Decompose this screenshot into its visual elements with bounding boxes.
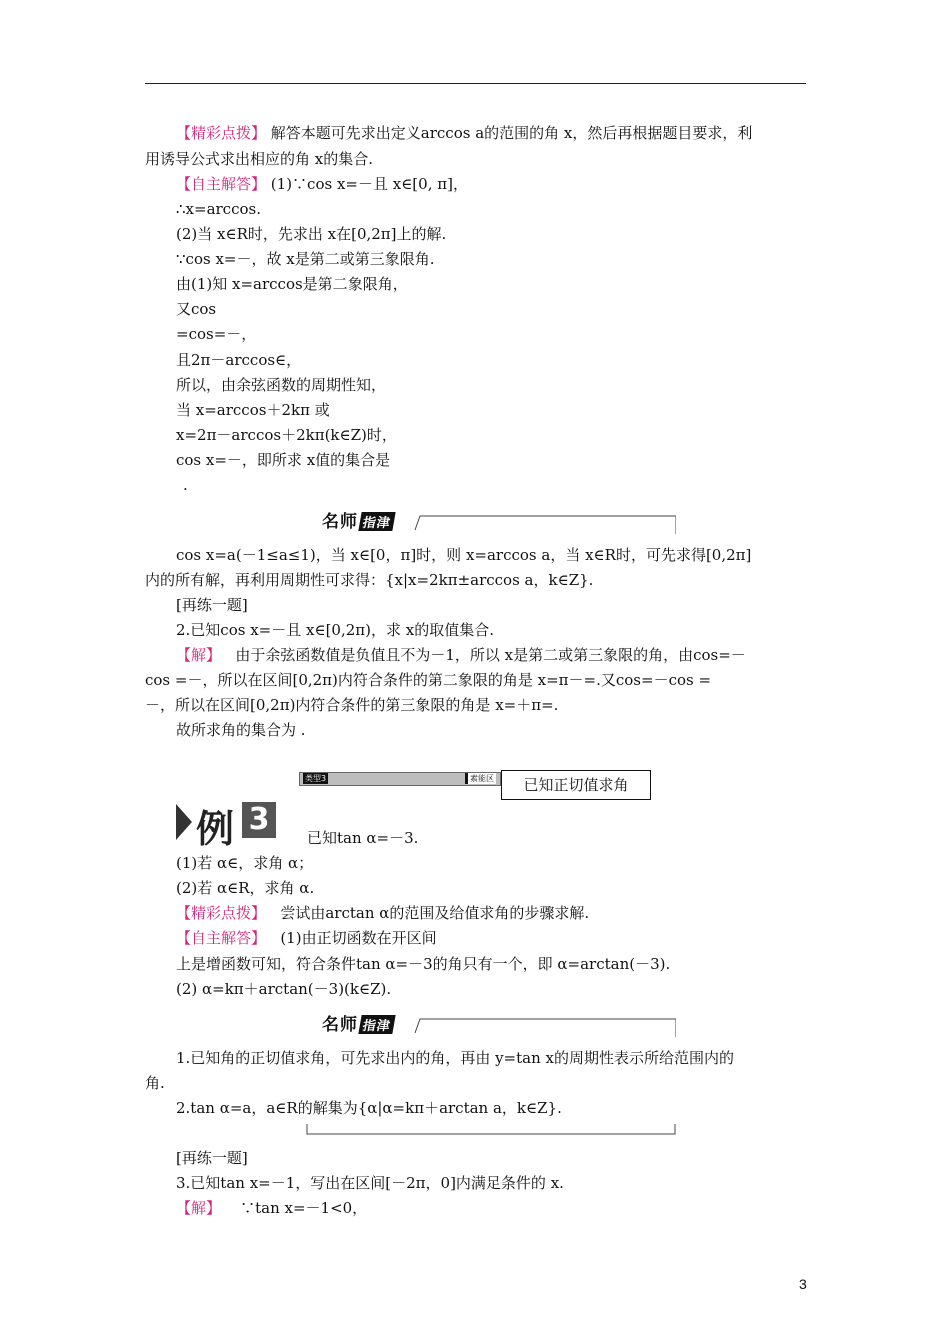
text-line: 又cos <box>176 300 217 318</box>
text-line: 2.tan α=a，a∈R的解集为{α|α=kπ＋arctan a，k∈Z}. <box>176 1099 562 1117</box>
text-line: 角. <box>145 1074 165 1092</box>
text-line: 且2π－arccos∈， <box>176 351 302 369</box>
text-line: 1.已知角的正切值求角，可先求出内的角，再由 y=tan x的周期性表示所给范围内的 <box>176 1049 734 1067</box>
solution-label: 【自主解答】 <box>176 929 267 947</box>
banner-title: 名师 指津 <box>322 507 394 532</box>
text-line: cos x=－，即所求 x值的集合是 <box>176 451 391 469</box>
text-line: (2)若 α∈R，求角 α. <box>176 879 315 897</box>
example-word: 例 <box>196 807 235 851</box>
page-number: 3 <box>799 1276 807 1292</box>
text-line: 已知tan α=－3. <box>307 829 419 847</box>
text-line: 当 x=arccos＋2kπ 或 <box>176 401 330 419</box>
type-badge-right: 素能区 <box>465 773 496 784</box>
text-line: ∴x=arccos. <box>176 200 261 218</box>
answer-label: 【解】 <box>176 1199 222 1217</box>
text-line: (2)当 x∈R时，先求出 x在[0,2π]上的解. <box>176 225 447 243</box>
text-line: 所以，由余弦函数的周期性知， <box>176 376 387 394</box>
answer-label: 【解】 <box>176 646 222 664</box>
text-line: ∵cos x=－，故 x是第二或第三象限角. <box>176 250 435 268</box>
text-line: 【自主解答】 (1)∵cos x=－且 x∈[0, π]， <box>176 175 468 193</box>
text-line: =cos=－， <box>176 325 257 343</box>
example-number: 3 <box>242 802 276 838</box>
type-title: 已知正切值求角 <box>501 770 651 800</box>
text-line: 2.已知cos x=－且 x∈[0,2π)，求 x的取值集合. <box>176 621 494 639</box>
text-line: x=2π－arccos＋2kπ(k∈Z)时， <box>176 426 397 444</box>
banner-title: 名师 指津 <box>322 1010 394 1035</box>
banner-seal: 指津 <box>358 512 395 531</box>
text-line: [再练一题] <box>176 596 248 614</box>
hint-label: 【精彩点拨】 <box>176 124 267 142</box>
header-rule <box>145 83 806 84</box>
text-line: 内的所有解，再利用周期性可求得：{x|x=2kπ±arccos a，k∈Z}. <box>145 571 594 589</box>
text-line: 3.已知tan x=－1，写出在区间[－2π，0]内满足条件的 x. <box>176 1174 564 1192</box>
type-header <box>299 770 651 800</box>
text-line: 用诱导公式求出相应的角 x的集合. <box>145 150 373 168</box>
solution-label: 【自主解答】 <box>176 175 267 193</box>
text-line: . <box>183 476 188 494</box>
text-line: (2) α=kπ＋arctan(－3)(k∈Z). <box>176 980 392 998</box>
text-line: 上是增函数可知，符合条件tan α=－3的角只有一个，即 α=arctan(－3). <box>176 955 671 973</box>
text-line: 【精彩点拨】 尝试由arctan α的范围及给值求角的步骤求解. <box>176 904 590 922</box>
text-line: cos =－，所以在区间[0,2π)内符合条件的第二象限的角是 x=π－=.又cos=－cos = <box>145 671 712 689</box>
text-line: 由(1)知 x=arccos是第二象限角， <box>176 275 408 293</box>
banner-seal: 指津 <box>358 1015 395 1034</box>
type-badge: 类型3 <box>305 774 327 783</box>
text-line: －，所以在区间[0,2π)内符合条件的第三象限的角是 x=＋π=. <box>145 696 559 714</box>
text-line: cos x=a(－1≤a≤1)，当 x∈[0，π]时，则 x=arccos a，当 x∈R时，可先求得[0,2π] <box>176 546 752 564</box>
text-line: 【解】 ∵tan x=－1<0， <box>176 1199 368 1217</box>
text-line: 故所求角的集合为 . <box>176 721 306 739</box>
tips-banner <box>310 506 676 534</box>
tips-bracket <box>306 1124 676 1136</box>
tips-banner <box>310 1009 676 1037</box>
text-line: 【精彩点拨】 解答本题可先求出定义arccos a的范围的角 x，然后再根据题目要求，利 <box>176 124 753 142</box>
arrow-icon <box>176 804 192 840</box>
hint-label: 【精彩点拨】 <box>176 904 267 922</box>
example-heading <box>176 800 291 851</box>
text-line: 【解】 由于余弦函数值是负值且不为－1，所以 x是第二或第三象限的角，由cos=－ <box>176 646 746 664</box>
text-line: 【自主解答】 (1)由正切函数在开区间 <box>176 929 437 947</box>
text-line: (1)若 α∈，求角 α； <box>176 854 314 872</box>
text-line: [再练一题] <box>176 1149 248 1167</box>
